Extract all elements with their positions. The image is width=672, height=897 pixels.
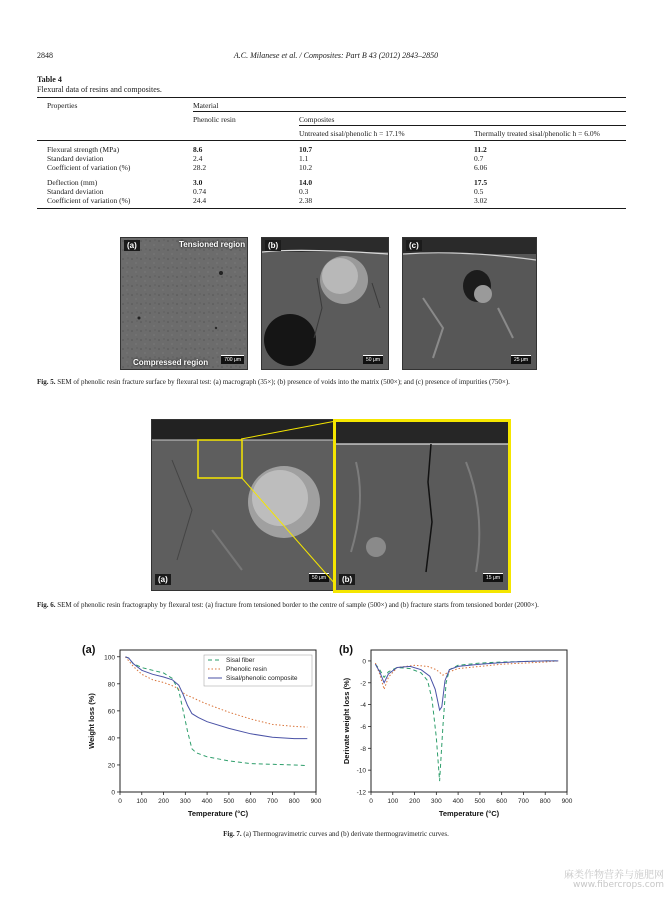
table-title: Table 4 [37, 75, 62, 84]
fig5-caption-text: SEM of phenolic resin fracture surface by flexural test: (a) macrograph (35×); (b) presence of voids into the matrix (500×); and (c) presence of impurities (750×). [57, 378, 510, 386]
sem-image-fig5b [261, 237, 389, 370]
y-tick-label: 20 [107, 762, 115, 770]
table-cell-label: Deflection (mm) [47, 178, 98, 187]
tga-chart [78, 638, 328, 826]
tensioned-region-label: Tensioned region [179, 240, 246, 249]
table-cell-untreated: 10.7 [299, 145, 313, 154]
table-cell-phenolic: 8.6 [193, 145, 203, 154]
panel-label: (a) [82, 644, 96, 656]
sem-texture-fig5a [121, 238, 247, 369]
scale-bar-fig6a: 50 μm [309, 573, 329, 582]
y-tick-label: 40 [107, 735, 115, 743]
y-tick-label: -6 [360, 723, 366, 731]
x-tick-label: 700 [267, 798, 278, 805]
table-header-rule [37, 140, 626, 141]
x-tick-label: 0 [118, 798, 122, 805]
watermark-chinese: 麻类作物营养与施肥网 [564, 870, 664, 881]
legend-entry: Sisal/phenolic composite [226, 675, 298, 682]
fig7-caption-text: (a) Thermogravimetric curves and (b) derivate thermogravimetric curves. [243, 830, 449, 838]
table-header-untreated: Untreated sisal/phenolic h = 17.1% [299, 129, 405, 138]
table-cell-treated: 11.2 [474, 145, 487, 154]
y-tick-label: -2 [360, 680, 366, 688]
scale-bar-fig5b: 50 μm [363, 355, 383, 364]
table-bottom-rule [37, 208, 626, 209]
table-cell-untreated: 2.38 [299, 196, 313, 205]
fig6-caption-text: SEM of phenolic resin fractography by flexural test: (a) fracture from tensioned border to the centre of sample (500×) and (b) fracture starts from tensioned border (2000×). [57, 601, 539, 609]
scale-bar-fig6b: 15 μm [483, 573, 503, 582]
x-tick-label: 200 [409, 798, 420, 805]
y-tick-label: -4 [360, 702, 366, 710]
sem-texture-fig6b [336, 422, 508, 590]
fig7-caption-label: Fig. 7. [223, 830, 242, 838]
y-tick-label: 0 [111, 789, 115, 797]
table-cell-untreated: 10.2 [299, 163, 313, 172]
table-cell-phenolic: 0.74 [193, 187, 207, 196]
table-cell-label: Flexural strength (MPa) [47, 145, 120, 154]
table-cell-treated: 3.02 [474, 196, 488, 205]
table-cell-untreated: 14.0 [299, 178, 313, 187]
x-tick-label: 900 [310, 798, 322, 805]
x-tick-label: 100 [387, 798, 399, 805]
x-tick-label: 400 [452, 798, 464, 805]
table-cell-treated: 0.7 [474, 154, 484, 163]
sem-image-fig5a [120, 237, 248, 370]
table-caption: Flexural data of resins and composites. [37, 85, 162, 94]
x-tick-label: 400 [201, 798, 213, 805]
table-cell-untreated: 0.3 [299, 187, 309, 196]
table-cell-treated: 6.06 [474, 163, 488, 172]
table-header-properties: Properties [47, 101, 78, 110]
panel-label: (b) [339, 644, 354, 656]
sem-image-fig6b [333, 419, 511, 593]
x-axis-label: Temperature (°C) [187, 809, 249, 818]
panel-tag-fig6a: (a) [155, 574, 171, 585]
running-head: A.C. Milanese et al. / Composites: Part B 43 (2012) 2843–2850 [233, 51, 439, 60]
y-tick-label: 60 [107, 708, 115, 716]
fig7-caption [0, 830, 672, 838]
scale-bar-fig5a: 700 μm [221, 355, 244, 364]
x-tick-label: 500 [474, 798, 486, 805]
table-header-treated: Thermally treated sisal/phenolic h = 6.0% [474, 129, 600, 138]
x-tick-label: 100 [136, 798, 148, 805]
x-tick-label: 300 [179, 798, 191, 805]
table-cell-treated: 17.5 [474, 178, 488, 187]
compressed-region-label: Compressed region [133, 358, 209, 367]
y-axis-label: Derivate weight loss (%) [342, 677, 351, 765]
x-tick-label: 0 [369, 798, 373, 805]
x-tick-label: 600 [245, 798, 257, 805]
x-tick-label: 500 [223, 798, 235, 805]
panel-tag-fig5b: (b) [265, 240, 281, 251]
table-cell-untreated: 1.1 [299, 154, 309, 163]
fig6-caption-label: Fig. 6. [37, 601, 56, 609]
scale-bar-fig5c: 25 μm [511, 355, 531, 364]
fig5-caption [37, 378, 637, 386]
table-header-composites: Composites [299, 115, 335, 124]
table-cell-label: Coefficient of variation (%) [47, 163, 131, 172]
panel-tag-fig5c: (c) [406, 240, 422, 251]
panel-tag-fig6b: (b) [339, 574, 355, 585]
x-axis-label: Temperature (°C) [438, 809, 500, 818]
table-header-phenolic: Phenolic resin [193, 115, 236, 124]
y-axis-label: Weight loss (%) [87, 693, 96, 749]
y-tick-label: -10 [356, 767, 366, 775]
x-tick-label: 800 [539, 798, 551, 805]
table-cell-phenolic: 2.4 [193, 154, 203, 163]
table-cell-treated: 0.5 [474, 187, 484, 196]
table-cell-phenolic: 3.0 [193, 178, 203, 187]
dtg-chart [337, 638, 587, 826]
table-material-rule [193, 111, 626, 112]
legend-entry: Sisal fiber [226, 657, 255, 664]
x-tick-label: 700 [518, 798, 529, 805]
y-tick-label: 100 [104, 654, 115, 662]
table-cell-label: Coefficient of variation (%) [47, 196, 131, 205]
x-tick-label: 600 [496, 798, 508, 805]
table-top-rule [37, 97, 626, 98]
table-header-material: Material [193, 101, 219, 110]
y-tick-label: 0 [362, 658, 366, 666]
sem-image-fig5c [402, 237, 537, 370]
x-tick-label: 200 [158, 798, 169, 805]
page-number: 2848 [37, 51, 53, 60]
table-cell-phenolic: 24.4 [193, 196, 207, 205]
fig5-caption-label: Fig. 5. [37, 378, 56, 386]
x-tick-label: 800 [288, 798, 300, 805]
table-composites-rule [299, 125, 626, 126]
panel-tag-fig5a: (a) [124, 240, 140, 251]
y-tick-label: -8 [360, 745, 366, 753]
table-cell-label: Standard deviation [47, 187, 104, 196]
table-cell-label: Standard deviation [47, 154, 104, 163]
sem-texture-fig5c [403, 238, 536, 369]
y-tick-label: 80 [107, 681, 115, 689]
x-tick-label: 300 [430, 798, 442, 805]
watermark-url: www.fibercrops.com [573, 880, 664, 890]
zoom-connector-lines [240, 419, 340, 589]
x-tick-label: 900 [561, 798, 573, 805]
y-tick-label: -12 [356, 789, 366, 797]
fig6-caption [37, 600, 632, 610]
legend-entry: Phenolic resin [226, 666, 267, 673]
plot-frame [371, 650, 567, 792]
table-cell-phenolic: 28.2 [193, 163, 207, 172]
sem-texture-fig5b [262, 238, 388, 369]
